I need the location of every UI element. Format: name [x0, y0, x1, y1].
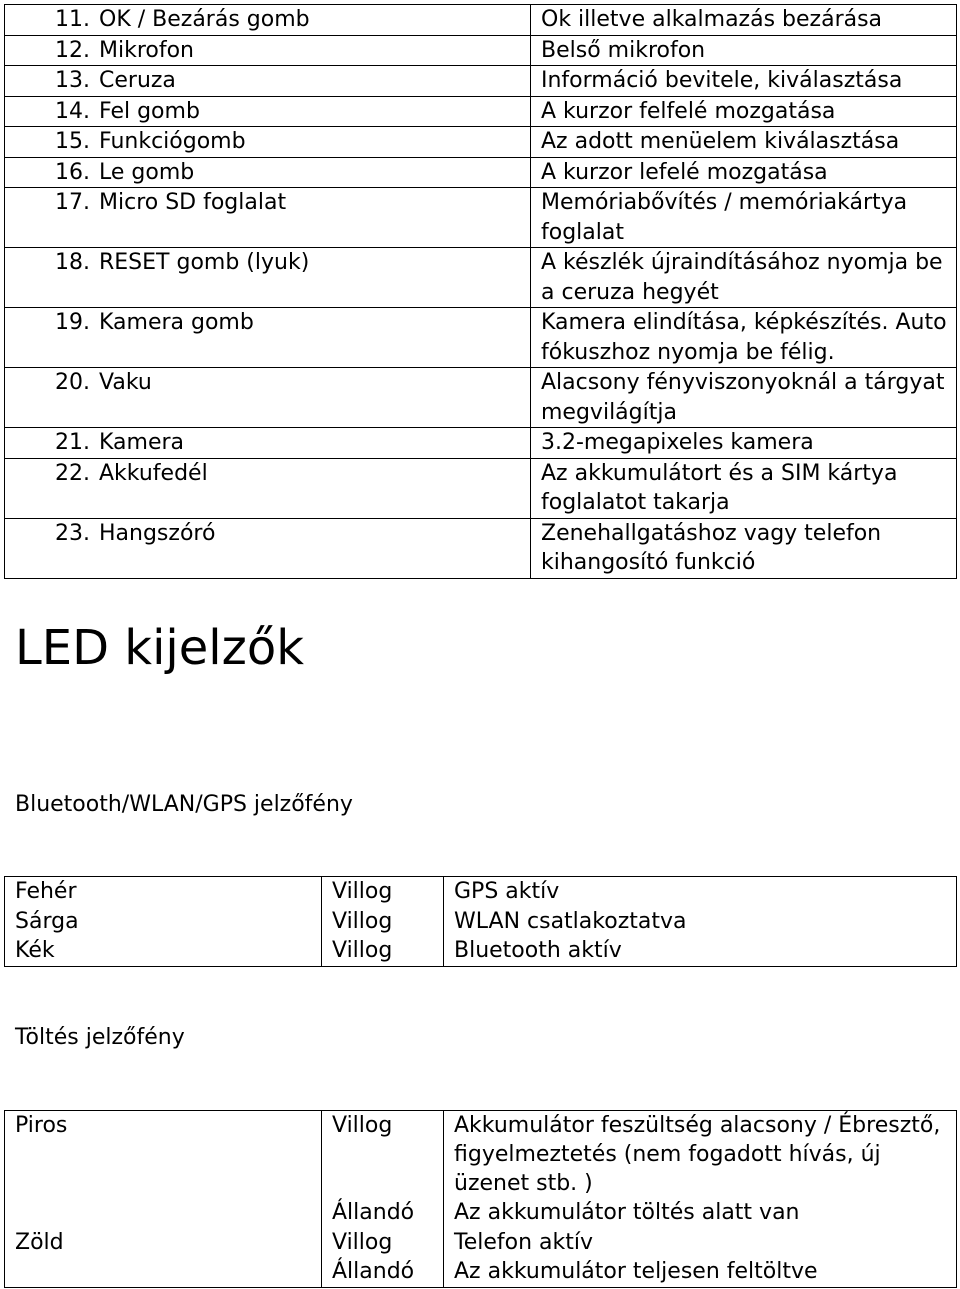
- parts-table: [4, 4, 957, 579]
- part-number: 11.: [55, 7, 90, 32]
- table-row: [5, 936, 957, 966]
- part-number: 17.: [55, 190, 90, 215]
- led-color: [5, 1257, 322, 1287]
- part-name-cell: [5, 157, 531, 188]
- table-row: [5, 458, 957, 518]
- table-row: [5, 368, 957, 428]
- led-color: Kék: [5, 936, 322, 966]
- led-meaning: Az akkumulátor töltés alatt van: [444, 1198, 957, 1228]
- part-name: Funkciógomb: [99, 129, 246, 154]
- part-name-cell: [5, 368, 531, 428]
- part-name-cell: [5, 66, 531, 97]
- part-name: Akkufedél: [99, 460, 208, 486]
- led-mode: Villog: [322, 877, 444, 907]
- part-name: Mikrofon: [99, 37, 195, 63]
- table-row: [5, 157, 957, 188]
- table-row: [5, 5, 957, 36]
- table-row: [5, 1198, 957, 1228]
- part-name-cell: [5, 458, 531, 518]
- parts-table-body: [5, 5, 957, 579]
- part-number: 12.: [55, 37, 90, 63]
- part-number: 20.: [55, 370, 90, 395]
- table-row: [5, 308, 957, 368]
- part-name-cell: [5, 188, 531, 248]
- led-meaning: Telefon aktív: [444, 1228, 957, 1258]
- part-number: 18.: [55, 250, 90, 275]
- part-description: A készlék újraindításához nyomja be a ceruza hegyét: [531, 248, 957, 308]
- table-row: [5, 1228, 957, 1258]
- led-mode: Villog: [322, 1228, 444, 1258]
- charging-indicator-heading: Töltés jelzőfény: [15, 1025, 185, 1050]
- part-description: Zenehallgatáshoz vagy telefon kihangosító funkció: [531, 518, 957, 578]
- part-description: Alacsony fényviszonyoknál a tárgyat megvilágítja: [531, 368, 957, 428]
- part-number: 23.: [55, 520, 90, 546]
- part-number: 16.: [55, 159, 90, 185]
- part-name-cell: [5, 35, 531, 66]
- led-mode: Villog: [322, 936, 444, 966]
- part-name-cell: [5, 248, 531, 308]
- part-description: A kurzor felfelé mozgatása: [531, 96, 957, 127]
- led-color: Zöld: [5, 1228, 322, 1258]
- part-description: Kamera elindítása, képkészítés. Auto fókuszhoz nyomja be félig.: [531, 308, 957, 368]
- part-name: Ceruza: [99, 68, 176, 93]
- led-heading: LED kijelzők: [15, 620, 304, 676]
- led-mode: Állandó: [322, 1257, 444, 1287]
- part-name: Le gomb: [99, 159, 195, 185]
- table-row: [5, 248, 957, 308]
- table-row: [5, 35, 957, 66]
- led-meaning: GPS aktív: [444, 877, 957, 907]
- led-color: Sárga: [5, 907, 322, 937]
- table-row: [5, 66, 957, 97]
- led-meaning: Akkumulátor feszültség alacsony / Ébresztő, figyelmeztetés (nem fogadott hívás, új üzenet stb. ): [444, 1111, 957, 1199]
- part-description: A kurzor lefelé mozgatása: [531, 157, 957, 188]
- table-row: [5, 428, 957, 459]
- part-name: RESET gomb (lyuk): [99, 250, 310, 275]
- table-row: [5, 877, 957, 907]
- led-color: Fehér: [5, 877, 322, 907]
- led-color: [5, 1198, 322, 1228]
- part-number: 22.: [55, 460, 90, 486]
- part-description: Az akkumulátort és a SIM kártya foglalatot takarja: [531, 458, 957, 518]
- part-name-cell: [5, 518, 531, 578]
- table-row: [5, 907, 957, 937]
- part-description: 3.2-megapixeles kamera: [531, 428, 957, 459]
- charging-indicator-table: [4, 1110, 957, 1288]
- table-row: [5, 127, 957, 158]
- part-number: 14.: [55, 98, 90, 124]
- part-description: Ok illetve alkalmazás bezárása: [531, 5, 957, 36]
- part-name: Kamera: [99, 430, 185, 455]
- part-number: 21.: [55, 430, 90, 455]
- table-row: [5, 96, 957, 127]
- part-description: Információ bevitele, kiválasztása: [531, 66, 957, 97]
- charging-table-body: [5, 1111, 957, 1288]
- part-name: Micro SD foglalat: [99, 190, 287, 215]
- part-number: 19.: [55, 310, 90, 335]
- table-row: [5, 188, 957, 248]
- part-name-cell: [5, 5, 531, 36]
- bluetooth-indicator-heading: Bluetooth/WLAN/GPS jelzőfény: [15, 792, 353, 817]
- table-row: [5, 518, 957, 578]
- bluetooth-indicator-table: [4, 876, 957, 967]
- led-color: Piros: [5, 1111, 322, 1199]
- part-description: Belső mikrofon: [531, 35, 957, 66]
- part-name-cell: [5, 308, 531, 368]
- bluetooth-table-body: [5, 877, 957, 967]
- part-name-cell: [5, 428, 531, 459]
- part-name: Hangszóró: [99, 520, 216, 546]
- part-name: Kamera gomb: [99, 310, 254, 335]
- led-mode: Villog: [322, 907, 444, 937]
- part-name: OK / Bezárás gomb: [99, 7, 310, 32]
- part-name: Vaku: [99, 370, 152, 395]
- part-number: 13.: [55, 68, 90, 93]
- part-description: Memóriabővítés / memóriakártya foglalat: [531, 188, 957, 248]
- table-row: [5, 1257, 957, 1287]
- led-mode: Villog: [322, 1111, 444, 1199]
- led-meaning: WLAN csatlakoztatva: [444, 907, 957, 937]
- table-row: [5, 1111, 957, 1199]
- led-meaning: Az akkumulátor teljesen feltöltve: [444, 1257, 957, 1287]
- led-meaning: Bluetooth aktív: [444, 936, 957, 966]
- led-mode: Állandó: [322, 1198, 444, 1228]
- part-description: Az adott menüelem kiválasztása: [531, 127, 957, 158]
- part-name: Fel gomb: [99, 98, 200, 124]
- part-number: 15.: [55, 129, 90, 154]
- part-name-cell: [5, 96, 531, 127]
- part-name-cell: [5, 127, 531, 158]
